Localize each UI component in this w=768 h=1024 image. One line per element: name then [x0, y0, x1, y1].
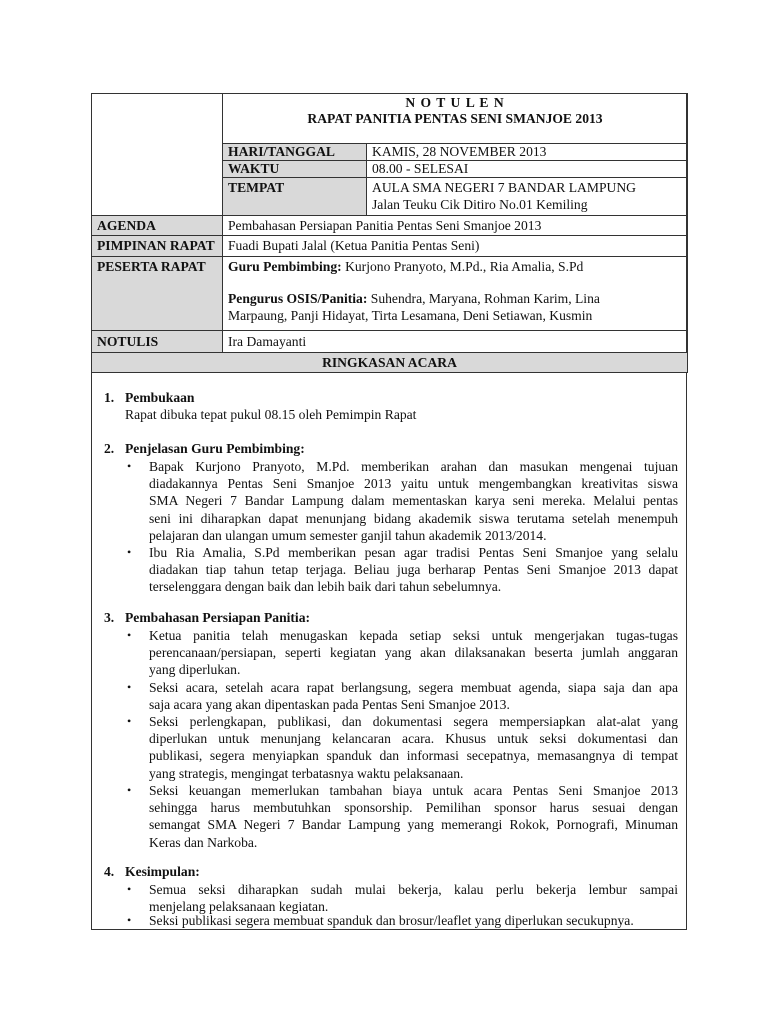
peserta-label-cell — [91, 256, 223, 331]
paragraph-line: Ibu Ria Amalia, S.Pd memberikan pesan agar tradisi Pentas Seni Smanjoe yang selalu — [149, 545, 678, 560]
section-3-bullet-3 — [149, 713, 678, 782]
pimpinan-label: PIMPINAN RAPAT — [97, 238, 215, 253]
paragraph-line: terselenggara dengan baik dan lebih baik dari tahun sebelumnya. — [149, 579, 502, 595]
bullet-dot: • — [127, 628, 132, 642]
paragraph-line: menjelang pelaksanaan kegiatan. — [149, 899, 329, 915]
bullet-dot: • — [127, 545, 132, 559]
section-2-number: 2. — [104, 441, 115, 456]
section-3-number: 3. — [104, 610, 115, 625]
section-4-bullet-2 — [149, 912, 678, 929]
notulis-value: Ira Damayanti — [228, 334, 307, 349]
section-3-bullet-1 — [149, 627, 678, 679]
hari-label-cell — [222, 143, 367, 161]
paragraph-line: yang diperlukan. — [149, 662, 241, 678]
bullet-dot: • — [127, 680, 132, 694]
agenda-label: AGENDA — [97, 218, 156, 233]
agenda-label-cell — [91, 215, 223, 236]
ringkasan-heading-cell — [91, 352, 688, 373]
waktu-label-cell — [222, 160, 367, 178]
pimpinan-label-cell — [91, 235, 223, 257]
paragraph-line: Seksi keuangan memerlukan tambahan biaya untuk acara Pentas Seni Smanjoe 2013 — [149, 783, 678, 798]
bullet-dot: • — [127, 882, 132, 896]
section-1-text: Rapat dibuka tepat pukul 08.15 oleh Pemimpin Rapat — [125, 407, 417, 422]
agenda-value: Pembahasan Persiapan Panitia Pentas Seni Smanjoe 2013 — [228, 218, 542, 233]
tempat-label: TEMPAT — [228, 180, 285, 195]
pengurus-label: Pengurus OSIS/Panitia: — [228, 291, 368, 306]
paragraph-line: Semua seksi diharapkan sudah mulai bekerja, kalau perlu bekerja lembur sampai — [149, 882, 678, 897]
notulis-label: NOTULIS — [97, 334, 159, 349]
ringkasan-body — [92, 373, 686, 929]
paragraph-line: SMA Negeri 7 Bandar Lampung dalam mementaskan karya seni mereka. Melalui pentas — [149, 493, 678, 509]
section-1-number: 1. — [104, 390, 115, 405]
pimpinan-value: Fuadi Bupati Jalal (Ketua Panitia Pentas Seni) — [228, 238, 480, 253]
paragraph-line: publikasi, segera menyiapkan spanduk dan informasi secepatnya, memasangnya di tempat — [149, 748, 678, 764]
section-2-title: Penjelasan Guru Pembimbing: — [125, 441, 305, 456]
waktu-value: 08.00 - SELESAI — [372, 161, 469, 176]
section-3-title: Pembahasan Persiapan Panitia: — [125, 610, 311, 625]
tempat-value-line2: Jalan Teuku Cik Ditiro No.01 Kemiling — [372, 197, 588, 212]
section-2-bullet-1 — [149, 458, 678, 544]
hari-value: KAMIS, 28 NOVEMBER 2013 — [372, 144, 547, 159]
pengurus-value-1: Suhendra, Maryana, Rohman Karim, Lina — [367, 291, 600, 306]
section-1-title: Pembukaan — [125, 390, 195, 405]
section-2-bullet-2 — [149, 544, 678, 596]
paragraph-line: Seksi publikasi segera membuat spanduk dan brosur/leaflet yang diperlukan secukupnya. — [149, 913, 634, 928]
paragraph-line: diadakannya Pentas Seni Smanjoe 2013 yaitu untuk mengembangkan kreativitas siswa — [149, 476, 678, 492]
paragraph-line: diperlukan untuk menunjang kelancaran acara. Khusus untuk seksi dokumentasi dan — [149, 731, 678, 747]
tempat-value-cell — [366, 177, 688, 216]
ringkasan-heading: RINGKASAN ACARA — [322, 355, 457, 370]
paragraph-line: Bapak Kurjono Pranyoto, M.Pd. memberikan arahan dan masukan mengenai tujuan — [149, 459, 678, 474]
section-4-bullet-1 — [149, 881, 678, 915]
document-subtitle: RAPAT PANITIA PENTAS SENI SMANJOE 2013 — [307, 111, 603, 126]
paragraph-line: semangat SMA Negeri 7 Bandar Lampung yang memerangi Rokok, Pornografi, Minuman — [149, 817, 678, 833]
notulen-document — [91, 93, 687, 930]
paragraph-line: Ketua panitia telah menugaskan kepada setiap seksi untuk mengerjakan tugas-tugas — [149, 628, 678, 643]
paragraph-line: perencanaan/persiapan, seperti kegiatan yang akan dilaksanakan beserta jumlah anggaran — [149, 645, 678, 661]
paragraph-line: sehingga harus membutuhkan sponsorship. Pemilihan sponsor harus sesuai dengan — [149, 800, 678, 816]
bullet-dot: • — [127, 783, 132, 797]
section-4-title: Kesimpulan: — [125, 864, 200, 879]
section-3-bullet-2 — [149, 679, 678, 713]
tempat-value-line1: AULA SMA NEGERI 7 BANDAR LAMPUNG — [372, 180, 636, 195]
bullet-dot: • — [127, 459, 132, 473]
guru-line — [228, 259, 583, 276]
bullet-dot: • — [127, 913, 132, 927]
waktu-label: WAKTU — [228, 161, 280, 176]
pengurus-line2: Marpaung, Panji Hidayat, Tirta Lesamana, Deni Setiawan, Kusmin — [228, 308, 593, 323]
notulis-value-cell — [222, 330, 688, 353]
guru-label: Guru Pembimbing: — [228, 259, 342, 274]
hari-label: HARI/TANGGAL — [228, 144, 335, 159]
notulis-label-cell — [91, 330, 223, 353]
peserta-value-cell — [222, 256, 688, 331]
header-left-blank — [91, 93, 223, 216]
header-title-cell — [222, 93, 688, 144]
agenda-value-cell — [222, 215, 688, 236]
paragraph-line: saja acara yang akan dipentaskan pada Pentas Seni Smanjoe 2013. — [149, 697, 510, 713]
paragraph-line: pelajaran dan ulangan umum semester ganjil tahun akademik 2013/2014. — [149, 527, 547, 543]
tempat-label-cell — [222, 177, 367, 216]
hari-value-cell — [366, 143, 688, 161]
bullet-dot: • — [127, 714, 132, 728]
paragraph-line: diadakan tiap tahun tetap terjaga. Beliau juga berharap Pentas Seni Smanjoe 2013 dapat — [149, 562, 678, 578]
section-4-number: 4. — [104, 864, 115, 879]
paragraph-line: yang strategis, mengingat terbatasnya waktu pelaksanaan. — [149, 765, 464, 781]
peserta-label: PESERTA RAPAT — [97, 259, 206, 274]
paragraph-line: seni ini diharapkan dapat menunjang bidang akademik siswa terutama setelah menempuh — [149, 510, 678, 526]
waktu-value-cell — [366, 160, 688, 178]
pengurus-line1 — [228, 291, 600, 308]
paragraph-line: Keras dan Narkoba. — [149, 834, 258, 850]
pimpinan-value-cell — [222, 235, 688, 257]
section-3-bullet-4 — [149, 782, 678, 851]
guru-value: Kurjono Pranyoto, M.Pd., Ria Amalia, S.Pd — [341, 259, 584, 274]
document-title: N O T U L E N — [405, 95, 505, 110]
paragraph-line: Seksi acara, setelah acara rapat berlangsung, segera membuat agenda, siapa saja dan apa — [149, 680, 678, 695]
paragraph-line: Seksi perlengkapan, publikasi, dan dokumentasi segera mempersiapkan alat-alat yang — [149, 714, 678, 729]
